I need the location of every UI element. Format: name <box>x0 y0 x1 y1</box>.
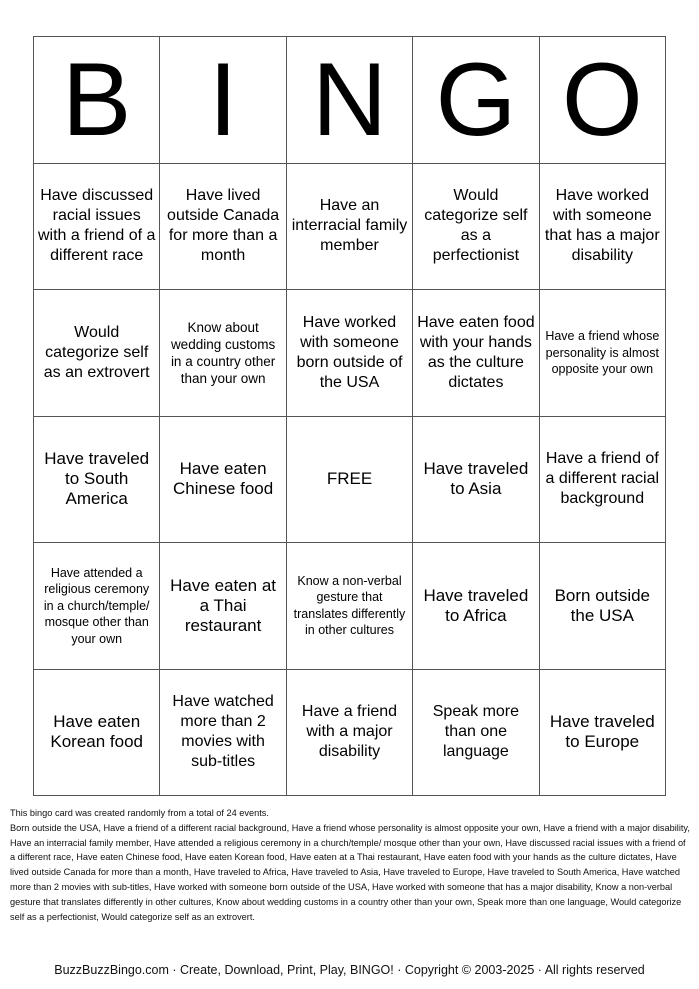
copyright-line: BuzzBuzzBingo.com · Create, Download, Print, Play, BINGO! · Copyright © 2003-2025 · All rights reserved <box>54 963 645 977</box>
bingo-cell: Have a friend of a different racial background <box>540 417 666 544</box>
bingo-cell: Have attended a religious ceremony in a church/temple/ mosque other than your own <box>34 543 160 670</box>
bingo-cell: Know about wedding customs in a country other than your own <box>160 290 286 417</box>
bingo-cell: Have eaten Chinese food <box>160 417 286 544</box>
header-b: B <box>34 37 160 164</box>
header-i: I <box>160 37 286 164</box>
bingo-cell: Have an interracial family member <box>287 164 413 291</box>
bingo-cell: Have discussed racial issues with a friend of a different race <box>34 164 160 291</box>
header-g: G <box>413 37 539 164</box>
bingo-cell: Speak more than one language <box>413 670 539 797</box>
card-description <box>10 806 690 924</box>
bingo-cell: Have lived outside Canada for more than a month <box>160 164 286 291</box>
summary-text: This bingo card was created randomly from a total of 24 events. <box>10 808 269 818</box>
bingo-cell: Have traveled to Africa <box>413 543 539 670</box>
bingo-cell: Know a non-verbal gesture that translates differently in other cultures <box>287 543 413 670</box>
bingo-cell: Born outside the USA <box>540 543 666 670</box>
bingo-cell: Have eaten Korean food <box>34 670 160 797</box>
events-list: Born outside the USA, Have a friend of a different racial background, Have a friend whose personality is almost opposite your own, Have a friend with a major disability, Have an interracial family member, Have attended a religious ceremony in a church/temple/ mosque other than your own, Have discussed racial issues with a friend of a different race, Have eaten Chinese food, Have eaten Korean food, Have eaten at a Thai restaurant, Have eaten food with your hands as the culture dictates, Have lived outside Canada for more than a month, Have traveled to Africa, Have traveled to Asia, Have traveled to Europe, Have traveled to South America, Have watched more than 2 movies with sub-titles, Have worked with someone born outside of the USA, Have worked with someone that has a major disability, Know a non-verbal gesture that translates differently in other cultures, Know about wedding customs in a country other than your own, Speak more than one language, Would categorize self as a perfectionist, Would categorize self as an extrovert. <box>10 822 690 922</box>
bingo-cell: Would categorize self as an extrovert <box>34 290 160 417</box>
bingo-cell: Have traveled to Europe <box>540 670 666 797</box>
header-o: O <box>540 37 666 164</box>
header-n: N <box>287 37 413 164</box>
bingo-cell: Would categorize self as a perfectionist <box>413 164 539 291</box>
bingo-cell: Have a friend with a major disability <box>287 670 413 797</box>
bingo-card <box>33 36 666 796</box>
bingo-cell: Have worked with someone that has a major disability <box>540 164 666 291</box>
bingo-cell: Have worked with someone born outside of the USA <box>287 290 413 417</box>
bingo-cell: Have watched more than 2 movies with sub-titles <box>160 670 286 797</box>
bingo-cell: Have traveled to South America <box>34 417 160 544</box>
bingo-cell: Have traveled to Asia <box>413 417 539 544</box>
free-space: FREE <box>287 417 413 544</box>
bingo-cell: Have eaten food with your hands as the culture dictates <box>413 290 539 417</box>
bingo-cell: Have eaten at a Thai restaurant <box>160 543 286 670</box>
bingo-cell: Have a friend whose personality is almost opposite your own <box>540 290 666 417</box>
